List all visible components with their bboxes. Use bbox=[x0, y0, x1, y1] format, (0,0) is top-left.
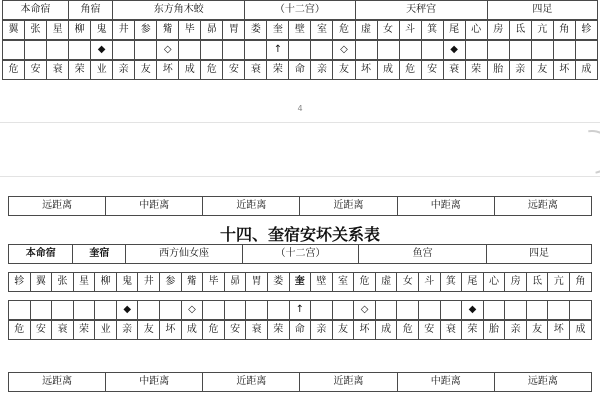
anhuai-cell: 友 bbox=[135, 61, 157, 80]
anhuai-cell: 亲 bbox=[311, 61, 333, 80]
anhuai-cell: 坏 bbox=[157, 61, 179, 80]
distance-band-top bbox=[8, 196, 592, 216]
anhuai-cell: 衰 bbox=[47, 61, 69, 80]
table-row bbox=[9, 321, 592, 340]
cut-cell-zodiac: 天秤宫 bbox=[355, 1, 487, 20]
mark-cell bbox=[355, 41, 377, 60]
distance-cell: 远距离 bbox=[494, 197, 591, 216]
star-cell: 参 bbox=[160, 273, 182, 292]
star-cell: 井 bbox=[113, 21, 135, 40]
star-cell: 角 bbox=[553, 21, 575, 40]
star-cell: 觜 bbox=[157, 21, 179, 40]
cut-cell-legs: 四足 bbox=[487, 1, 597, 20]
mark-cell bbox=[201, 41, 223, 60]
anhuai-cell: 胎 bbox=[487, 61, 509, 80]
anhuai-cell: 友 bbox=[531, 61, 553, 80]
anhuai-cell: 业 bbox=[95, 321, 117, 340]
mark-cell bbox=[246, 301, 268, 320]
mark-cell bbox=[179, 41, 201, 60]
distance-cell: 中距离 bbox=[397, 373, 494, 392]
star-cell: 氐 bbox=[509, 21, 531, 40]
anhuai-cell: 亲 bbox=[509, 61, 531, 80]
mark-cell bbox=[531, 41, 553, 60]
anhuai-cell: 成 bbox=[575, 61, 597, 80]
top-star-row-table bbox=[2, 20, 598, 40]
anhuai-cell: 成 bbox=[570, 321, 592, 340]
anhuai-cell: 安 bbox=[223, 61, 245, 80]
distance-cell: 中距离 bbox=[106, 373, 203, 392]
anhuai-row-table bbox=[8, 320, 592, 340]
star-cell: 张 bbox=[52, 273, 74, 292]
star-cell: 虚 bbox=[355, 21, 377, 40]
table-row bbox=[9, 373, 592, 392]
anhuai-cell: 成 bbox=[181, 321, 203, 340]
star-cell: 翼 bbox=[30, 273, 52, 292]
star-cell: 危 bbox=[354, 273, 376, 292]
mark-cell bbox=[487, 41, 509, 60]
divider-bottom bbox=[0, 176, 600, 177]
distance-cell: 近距离 bbox=[300, 197, 397, 216]
anhuai-cell: 坏 bbox=[548, 321, 570, 340]
divider-top bbox=[0, 122, 600, 123]
distance-cell: 远距离 bbox=[9, 197, 106, 216]
star-cell: 箕 bbox=[421, 21, 443, 40]
mark-cell bbox=[377, 41, 399, 60]
anhuai-cell: 衰 bbox=[440, 321, 462, 340]
distance-cell: 近距离 bbox=[203, 197, 300, 216]
star-cell: 危 bbox=[333, 21, 355, 40]
anhuai-cell: 安 bbox=[224, 321, 246, 340]
top-marks-row-table bbox=[2, 40, 598, 60]
cut-cell-label: 本命宿 bbox=[3, 1, 69, 20]
mark-cell: ◆ bbox=[91, 41, 113, 60]
page-number: 4 bbox=[297, 104, 303, 113]
table-row bbox=[3, 21, 598, 40]
star-cell: 斗 bbox=[399, 21, 421, 40]
star-cell: 星 bbox=[47, 21, 69, 40]
mark-cell bbox=[267, 301, 289, 320]
mark-cell bbox=[73, 301, 95, 320]
distance-band-bottom bbox=[8, 372, 592, 392]
mark-cell bbox=[505, 301, 527, 320]
mark-cell bbox=[135, 41, 157, 60]
mark-cell bbox=[418, 301, 440, 320]
info-star: 奎宿 bbox=[73, 245, 126, 264]
mark-cell bbox=[311, 301, 333, 320]
star-cell: 尾 bbox=[443, 21, 465, 40]
mark-cell bbox=[526, 301, 548, 320]
info-palace: （十二宫） bbox=[242, 245, 358, 264]
top-table-fragment bbox=[2, 0, 598, 80]
star-cell: 氐 bbox=[526, 273, 548, 292]
anhuai-cell: 衰 bbox=[52, 321, 74, 340]
mark-cell bbox=[69, 41, 91, 60]
anhuai-cell: 亲 bbox=[113, 61, 135, 80]
info-label: 本命宿 bbox=[9, 245, 73, 264]
star-cell: 娄 bbox=[245, 21, 267, 40]
anhuai-cell: 坏 bbox=[354, 321, 376, 340]
decorative-arc bbox=[561, 121, 600, 182]
anhuai-cell: 亲 bbox=[505, 321, 527, 340]
mark-cell bbox=[138, 301, 160, 320]
table-row bbox=[9, 301, 592, 320]
star-cell: 昴 bbox=[201, 21, 223, 40]
star-cell: 心 bbox=[483, 273, 505, 292]
star-cell: 觜 bbox=[181, 273, 203, 292]
mark-cell bbox=[548, 301, 570, 320]
anhuai-cell: 成 bbox=[377, 61, 399, 80]
anhuai-cell: 友 bbox=[333, 61, 355, 80]
anhuai-cell: 荣 bbox=[465, 61, 487, 80]
mark-cell bbox=[575, 41, 597, 60]
mark-cell bbox=[553, 41, 575, 60]
anhuai-cell: 危 bbox=[399, 61, 421, 80]
mark-cell bbox=[332, 301, 354, 320]
cut-cell-direction: 东方角木蛟 bbox=[113, 1, 245, 20]
cut-cell-palace: （十二宫） bbox=[245, 1, 355, 20]
anhuai-cell: 危 bbox=[201, 61, 223, 80]
mark-cell bbox=[570, 301, 592, 320]
star-cell: 女 bbox=[377, 21, 399, 40]
star-cell: 翼 bbox=[3, 21, 25, 40]
anhuai-cell: 业 bbox=[91, 61, 113, 80]
mark-cell bbox=[223, 41, 245, 60]
mark-cell bbox=[399, 41, 421, 60]
mark-cell: ◇ bbox=[181, 301, 203, 320]
star-row-table bbox=[8, 272, 592, 292]
mark-cell bbox=[465, 41, 487, 60]
star-cell: 女 bbox=[397, 273, 419, 292]
anhuai-cell: 安 bbox=[418, 321, 440, 340]
star-cell: 轸 bbox=[9, 273, 31, 292]
star-cell: 鬼 bbox=[91, 21, 113, 40]
star-cell: 房 bbox=[505, 273, 527, 292]
star-cell: 室 bbox=[332, 273, 354, 292]
mark-cell: ↑ bbox=[267, 41, 289, 60]
anhuai-cell: 安 bbox=[30, 321, 52, 340]
anhuai-cell: 亲 bbox=[311, 321, 333, 340]
table-row bbox=[9, 245, 592, 264]
mark-cell bbox=[9, 301, 31, 320]
star-cell: 昴 bbox=[224, 273, 246, 292]
star-cell: 胃 bbox=[223, 21, 245, 40]
info-row-table bbox=[8, 244, 592, 264]
star-cell: 娄 bbox=[267, 273, 289, 292]
anhuai-cell: 友 bbox=[138, 321, 160, 340]
info-direction: 西方仙女座 bbox=[126, 245, 242, 264]
star-cell: 房 bbox=[487, 21, 509, 40]
anhuai-cell: 成 bbox=[375, 321, 397, 340]
anhuai-cell: 亲 bbox=[116, 321, 138, 340]
mark-cell bbox=[113, 41, 135, 60]
mark-cell bbox=[224, 301, 246, 320]
table-row bbox=[3, 41, 598, 60]
star-cell: 毕 bbox=[179, 21, 201, 40]
anhuai-cell: 衰 bbox=[246, 321, 268, 340]
anhuai-cell: 危 bbox=[9, 321, 31, 340]
anhuai-cell: 友 bbox=[526, 321, 548, 340]
distance-cell: 远距离 bbox=[9, 373, 106, 392]
distance-cell: 近距离 bbox=[300, 373, 397, 392]
anhuai-cell: 命 bbox=[289, 61, 311, 80]
mark-cell bbox=[30, 301, 52, 320]
star-cell: 室 bbox=[311, 21, 333, 40]
anhuai-cell: 危 bbox=[3, 61, 25, 80]
star-cell: 斗 bbox=[418, 273, 440, 292]
distance-cell: 近距离 bbox=[203, 373, 300, 392]
star-cell: 柳 bbox=[95, 273, 117, 292]
anhuai-cell: 荣 bbox=[73, 321, 95, 340]
mark-cell: ◇ bbox=[354, 301, 376, 320]
anhuai-cell: 危 bbox=[397, 321, 419, 340]
star-cell: 亢 bbox=[531, 21, 553, 40]
star-cell: 心 bbox=[465, 21, 487, 40]
mark-cell bbox=[440, 301, 462, 320]
star-cell: 奎 bbox=[289, 273, 311, 292]
anhuai-cell: 荣 bbox=[462, 321, 484, 340]
anhuai-cell: 成 bbox=[179, 61, 201, 80]
marks-row-table bbox=[8, 300, 592, 320]
mark-cell bbox=[25, 41, 47, 60]
star-cell: 奎 bbox=[267, 21, 289, 40]
anhuai-cell: 衰 bbox=[443, 61, 465, 80]
anhuai-cell: 命 bbox=[289, 321, 311, 340]
top-anhuai-row-table bbox=[2, 60, 598, 80]
star-cell: 壁 bbox=[311, 273, 333, 292]
mark-cell bbox=[245, 41, 267, 60]
anhuai-cell: 安 bbox=[25, 61, 47, 80]
mark-cell bbox=[397, 301, 419, 320]
star-cell: 胃 bbox=[246, 273, 268, 292]
mark-cell: ◇ bbox=[333, 41, 355, 60]
anhuai-cell: 胎 bbox=[483, 321, 505, 340]
anhuai-cell: 荣 bbox=[267, 61, 289, 80]
anhuai-cell: 荣 bbox=[267, 321, 289, 340]
mark-cell bbox=[375, 301, 397, 320]
info-zodiac: 鱼宫 bbox=[359, 245, 487, 264]
top-cut-row-table bbox=[2, 0, 598, 20]
distance-cell: 远距离 bbox=[494, 373, 591, 392]
anhuai-cell: 友 bbox=[332, 321, 354, 340]
star-cell: 亢 bbox=[548, 273, 570, 292]
mark-cell bbox=[95, 301, 117, 320]
mark-cell bbox=[3, 41, 25, 60]
distance-cell: 中距离 bbox=[397, 197, 494, 216]
star-cell: 轸 bbox=[575, 21, 597, 40]
anhuai-cell: 坏 bbox=[355, 61, 377, 80]
anhuai-cell: 衰 bbox=[245, 61, 267, 80]
mark-cell bbox=[289, 41, 311, 60]
mark-cell bbox=[421, 41, 443, 60]
mark-cell bbox=[509, 41, 531, 60]
page-title: 十四、奎宿安坏关系表 bbox=[219, 225, 380, 244]
table-row bbox=[3, 1, 598, 20]
star-cell: 毕 bbox=[203, 273, 225, 292]
star-cell: 角 bbox=[570, 273, 592, 292]
star-cell: 壁 bbox=[289, 21, 311, 40]
star-cell: 虚 bbox=[375, 273, 397, 292]
mark-cell: ◇ bbox=[157, 41, 179, 60]
table-row bbox=[3, 61, 598, 80]
mark-cell bbox=[203, 301, 225, 320]
table-row bbox=[9, 197, 592, 216]
mark-cell bbox=[160, 301, 182, 320]
distance-cell: 中距离 bbox=[106, 197, 203, 216]
star-cell: 井 bbox=[138, 273, 160, 292]
star-cell: 张 bbox=[25, 21, 47, 40]
anhuai-cell: 安 bbox=[421, 61, 443, 80]
mark-cell: ◆ bbox=[443, 41, 465, 60]
star-cell: 柳 bbox=[69, 21, 91, 40]
star-cell: 箕 bbox=[440, 273, 462, 292]
mark-cell: ◆ bbox=[462, 301, 484, 320]
anhuai-cell: 坏 bbox=[160, 321, 182, 340]
anhuai-cell: 荣 bbox=[69, 61, 91, 80]
mark-cell bbox=[47, 41, 69, 60]
mark-cell bbox=[311, 41, 333, 60]
star-cell: 尾 bbox=[462, 273, 484, 292]
mark-cell bbox=[52, 301, 74, 320]
cut-cell-star: 角宿 bbox=[69, 1, 113, 20]
star-cell: 参 bbox=[135, 21, 157, 40]
info-legs: 四足 bbox=[487, 245, 592, 264]
mark-cell bbox=[483, 301, 505, 320]
anhuai-cell: 危 bbox=[203, 321, 225, 340]
star-cell: 星 bbox=[73, 273, 95, 292]
anhuai-cell: 坏 bbox=[553, 61, 575, 80]
star-cell: 鬼 bbox=[116, 273, 138, 292]
mark-cell: ↑ bbox=[289, 301, 311, 320]
table-row bbox=[9, 273, 592, 292]
mark-cell: ◆ bbox=[116, 301, 138, 320]
